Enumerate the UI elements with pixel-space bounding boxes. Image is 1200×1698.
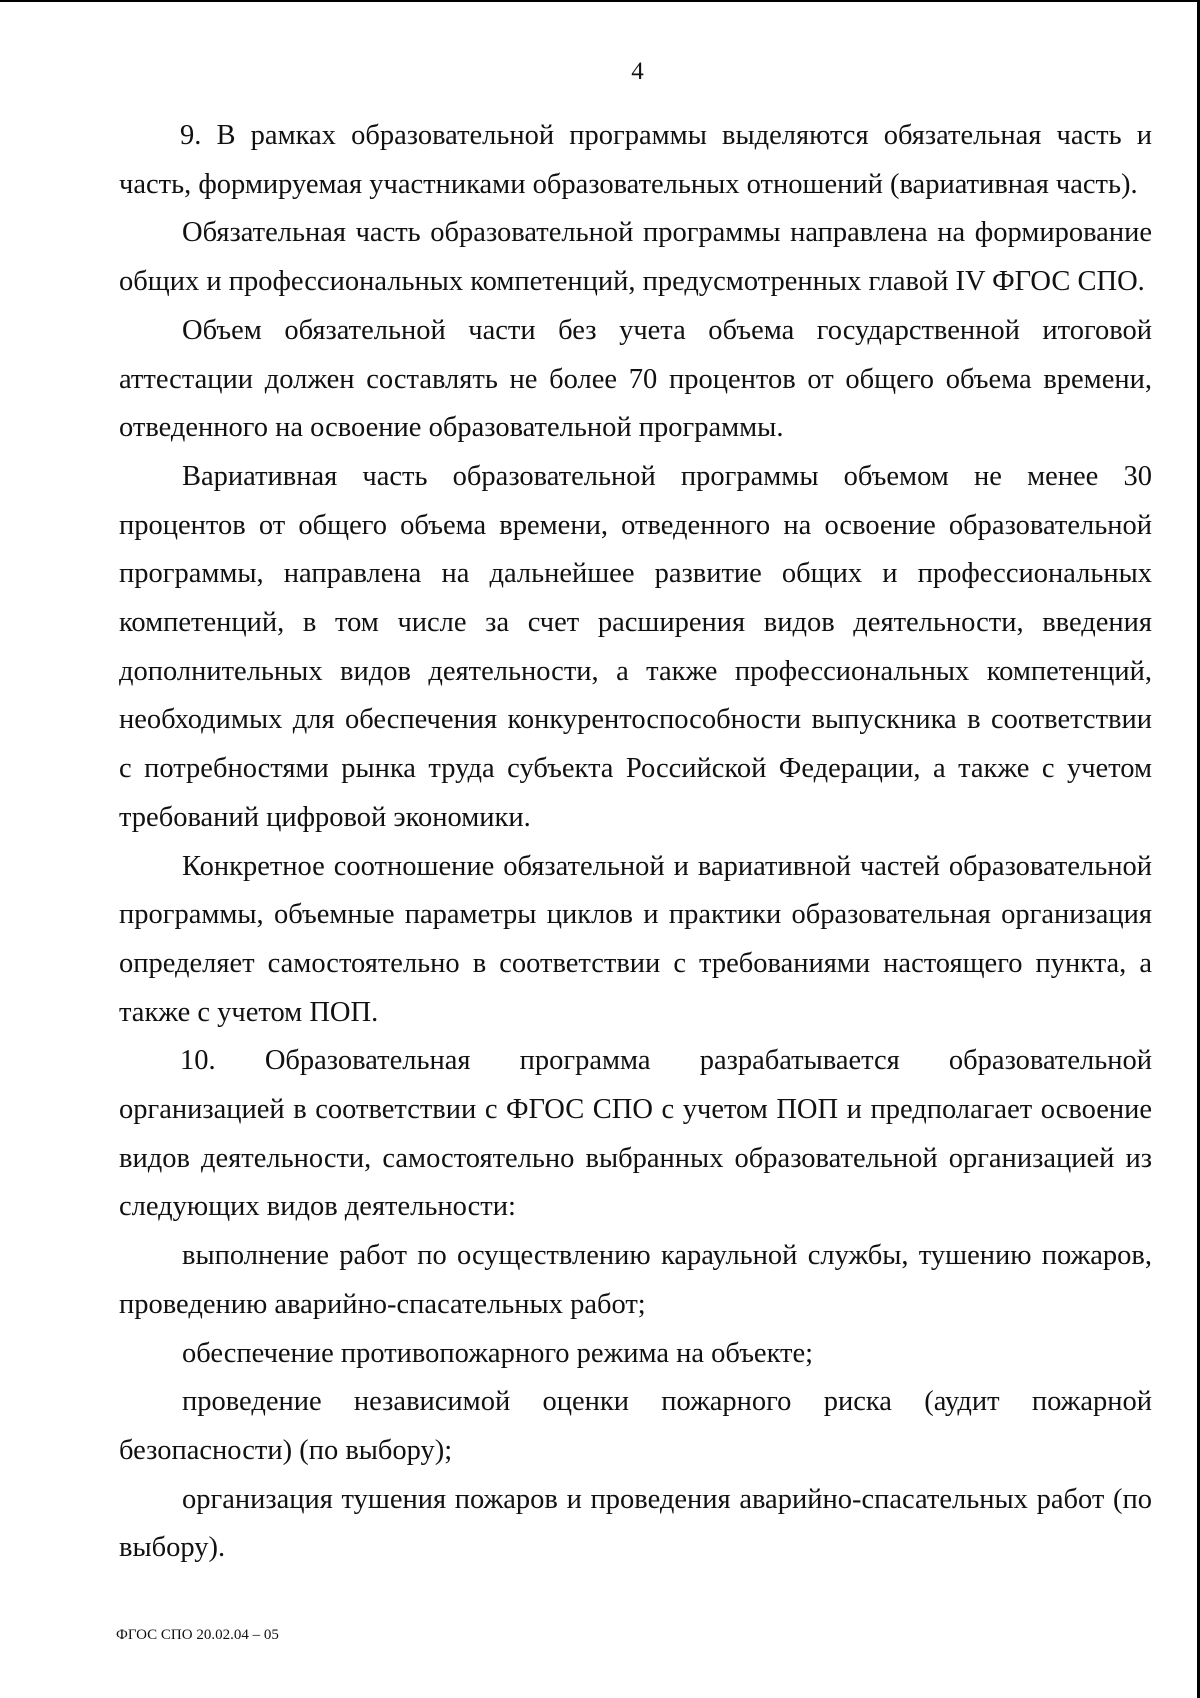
list-item-activity: выполнение работ по осуществлению караульной службы, тушению пожаров, проведению аварийно-спасательных работ; xyxy=(119,1240,1152,1320)
footer-document-code: ФГОС СПО 20.02.04 – 05 xyxy=(116,1627,279,1643)
page-number: 4 xyxy=(631,58,644,85)
paragraph-ratio: Конкретное соотношение обязательной и вариативной частей образовательной программы, объемные параметры циклов и практики образовательная организация определяет самостоятельно в соответствии с требованиями настоящего пункта, а также с учетом ПОП. xyxy=(119,850,1152,1028)
list-item-activity: организация тушения пожаров и проведения аварийно-спасательных работ (по выбору). xyxy=(119,1483,1152,1564)
paragraph-mandatory-volume: Объем обязательной части без учета объема государственной итоговой аттестации должен составлять не более 70 процентов от общего объема времени, отведенного на освоение образовательной программы. xyxy=(119,314,1152,444)
paragraph-mandatory-part: Обязательная часть образовательной программы направлена на формирование общих и профессиональных компетенций, предусмотренных главой IV ФГОС СПО. xyxy=(119,217,1152,298)
document-body xyxy=(119,112,1152,1573)
list-item-activity: обеспечение противопожарного режима на объекте; xyxy=(182,1337,814,1369)
paragraph-10: 10. Образовательная программа разрабатывается образовательной организацией в соответствии с ФГОС СПО с учетом ПОП и предполагает освоение видов деятельности, самостоятельно выбранных образовательной организацией из следующих видов деятельности: xyxy=(119,1045,1152,1223)
paragraph-9: 9. В рамках образовательной программы выделяются обязательная часть и часть, формируемая участниками образовательных отношений (вариативная часть). xyxy=(119,120,1152,200)
scan-edge-top xyxy=(0,0,1200,2)
paragraph-variable-part: Вариативная часть образовательной программы объемом не менее 30 процентов от общего объема времени, отведенного на освоение образовательной программы, направлена на дальнейшее развитие общих и профессиональных компетенций, в том числе за счет расширения видов деятельности, введения дополнительных видов деятельности, а также профессиональных компетенций, необходимых для обеспечения конкурентоспособности выпускника в соответствии с потребностями рынка труда субъекта Российской Федерации, а также с учетом требований цифровой экономики. xyxy=(119,460,1152,833)
list-item-activity: проведение независимой оценки пожарного риска (аудит пожарной безопасности) (по выбору); xyxy=(119,1386,1152,1466)
